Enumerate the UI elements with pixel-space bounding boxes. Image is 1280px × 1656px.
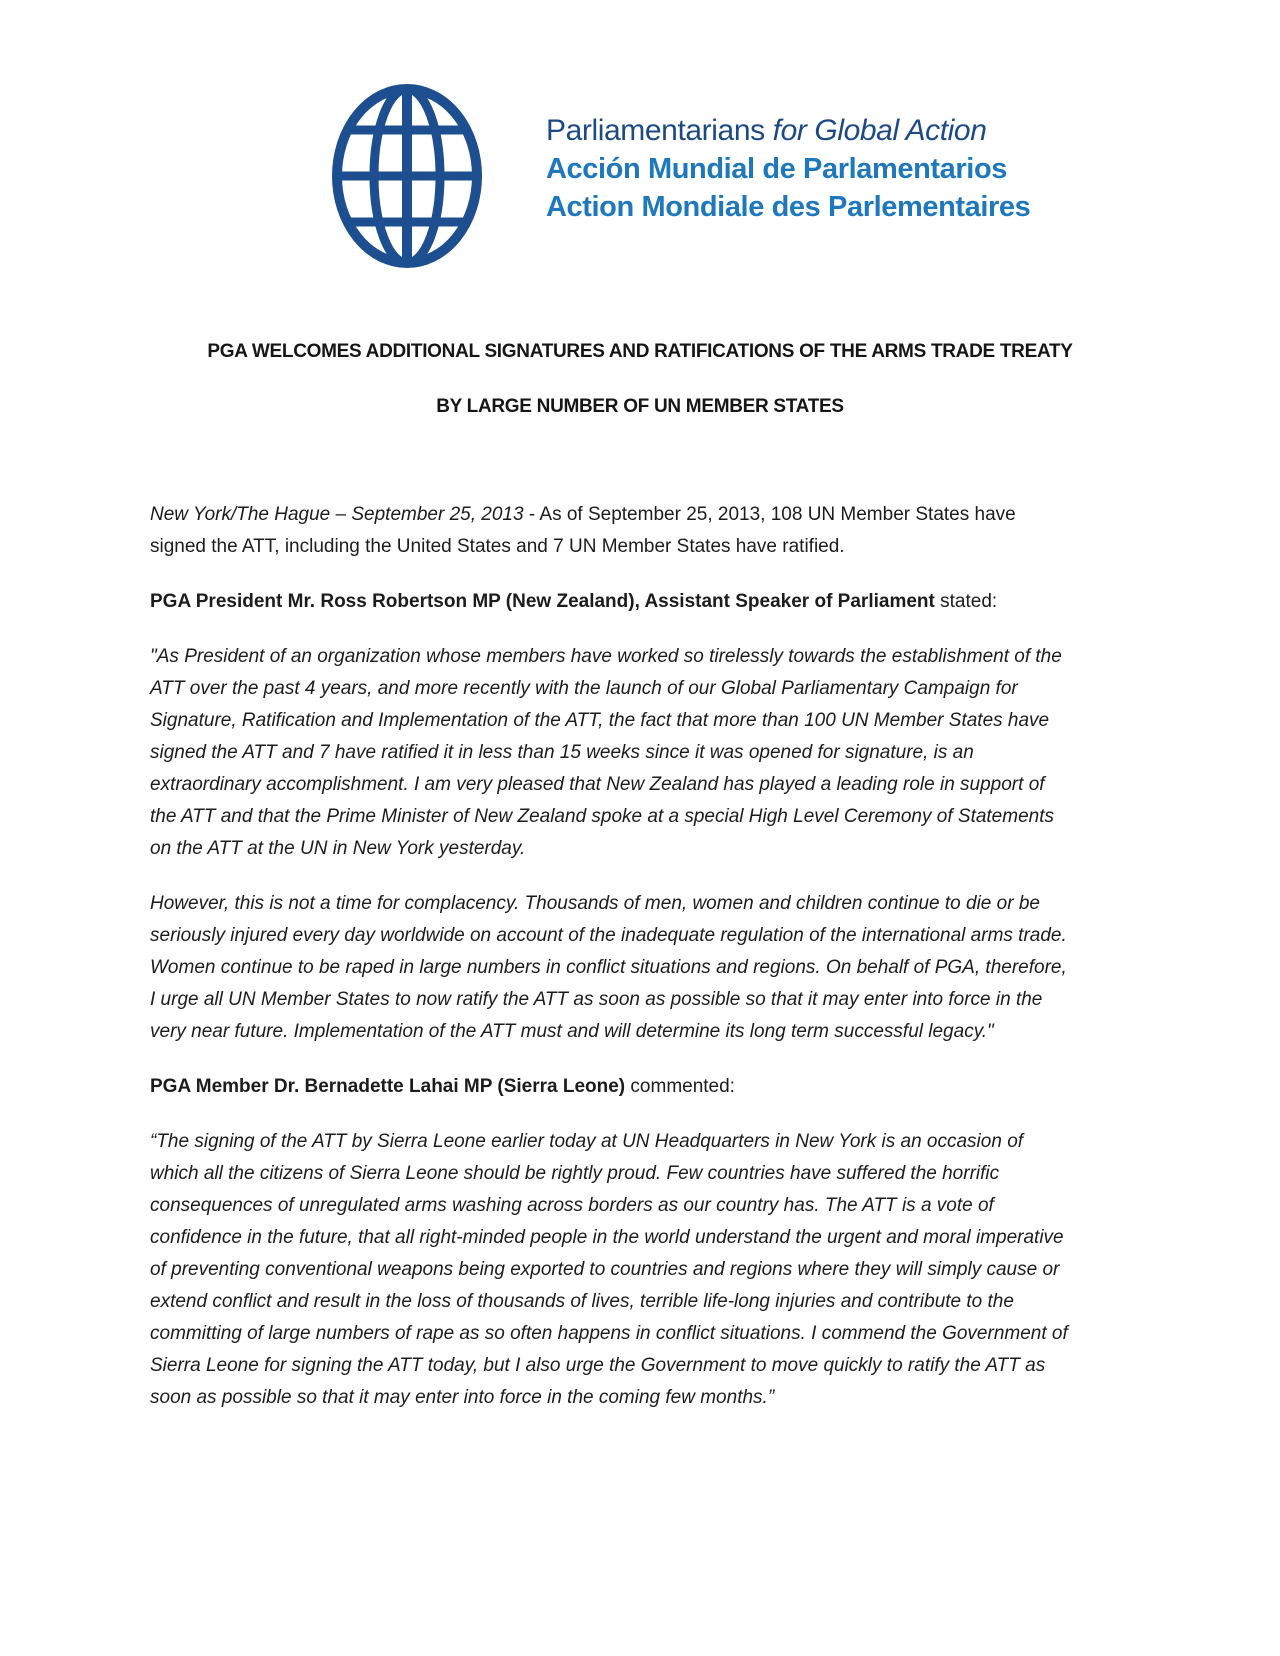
org-name-spanish: Acción Mundial de Parlamentarios: [546, 153, 1007, 185]
org-name-french: Action Mondiale des Parlementaires: [546, 191, 1031, 223]
text-segment: stated:: [934, 591, 998, 612]
document-title: [0, 336, 1280, 446]
text-segment: - As of September 25, 2013, 108 UN Member States have signed the ATT, including the United States and 7 UN Member States have ratified.: [150, 504, 1016, 557]
globe-icon: [160, 84, 490, 270]
dateline-paragraph: [150, 499, 1075, 563]
attribution-lahai: [150, 1071, 1075, 1103]
text-segment: New York/The Hague – September 25, 2013: [150, 504, 524, 525]
text-segment: PGA Member Dr. Bernadette Lahai MP (Sierra Leone): [150, 1076, 626, 1097]
text-segment: for Global Action: [772, 114, 987, 147]
text-segment: “The signing of the ATT by Sierra Leone earlier today at UN Headquarters in New York is an occasion of which all the citizens of Sierra Leone should be rightly proud. Few countries have suffered the horrific consequences of unregulated arms washing across borders as our country has. The ATT is a vote of confidence in the future, that all right-minded people in the world understand the urgent and moral imperative of preventing conventional weapons being exported to countries and regions where they will simply cause or extend conflict and result in the loss of thousands of lives, terrible life-long injuries and contribute to the committing of large numbers of rape as so often happens in conflict situations. I commend the Government of Sierra Leone for signing the ATT today, but I also urge the Government to move quickly to ratify the ATT as soon as possible so that it may enter into force in the coming few months.”: [150, 1131, 1068, 1408]
document-body: [150, 499, 1075, 1437]
org-name-english: [546, 112, 1030, 150]
quote-lahai: [150, 1126, 1075, 1414]
title-line-2: BY LARGE NUMBER OF UN MEMBER STATES: [436, 396, 844, 417]
quote-robertson-part2: [150, 888, 1075, 1048]
text-segment: PGA President Mr. Ross Robertson MP (New Zealand), Assistant Speaker of Parliament: [150, 591, 935, 612]
logo-wordmark: [546, 84, 1030, 226]
attribution-robertson: [150, 586, 1075, 618]
quote-robertson-part1: [150, 641, 1075, 865]
text-segment: However, this is not a time for complacency. Thousands of men, women and children continue to die or be seriously injured every day worldwide on account of the inadequate regulation of the international arms trade. Women continue to be raped in large numbers in conflict situations and regions. On behalf of PGA, therefore, I urge all UN Member States to now ratify the ATT as soon as possible so that it may enter into force in the very near future. Implementation of the ATT must and will determine its long term successful legacy.": [150, 893, 1067, 1042]
text-segment: "As President of an organization whose members have worked so tirelessly towards the establishment of the ATT over the past 4 years, and more recently with the launch of our Global Parliamentary Campaign for Signature, Ratification and Implementation of the ATT, the fact that more than 100 UN Member States have signed the ATT and 7 have ratified it in less than 15 weeks since it was opened for signature, is an extraordinary accomplishment. I am very pleased that New Zealand has played a leading role in support of the ATT and that the Prime Minister of New Zealand spoke at a special High Level Ceremony of Statements on the ATT at the UN in New York yesterday.: [150, 646, 1062, 859]
title-line-1: PGA WELCOMES ADDITIONAL SIGNATURES AND RATIFICATIONS OF THE ARMS TRADE TREATY: [207, 341, 1073, 362]
text-segment: commented:: [625, 1076, 735, 1097]
pga-logo: [160, 84, 1030, 270]
text-segment: Parliamentarians: [546, 114, 773, 147]
